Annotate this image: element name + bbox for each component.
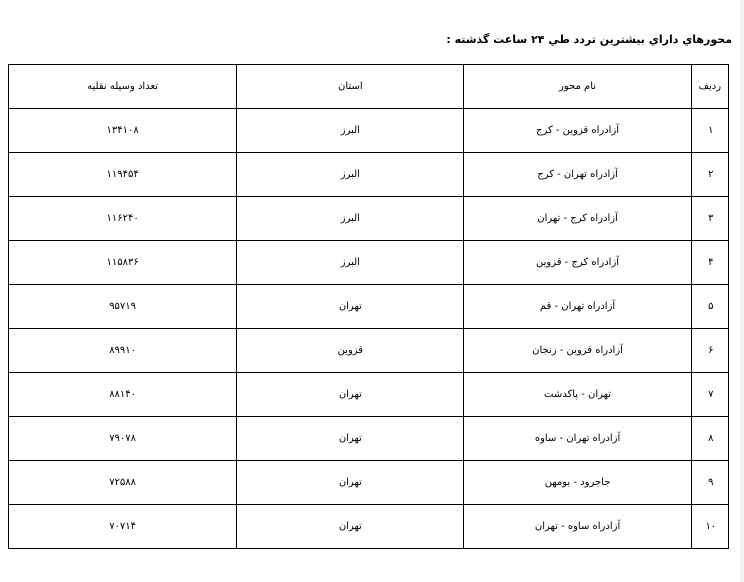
row-number: ۵ <box>691 285 728 329</box>
row-number: ۱ <box>691 109 728 153</box>
province: تهران <box>237 505 464 549</box>
road-name: آزادراه قزوين - كرج <box>464 109 691 153</box>
table-body <box>9 109 729 549</box>
header-vehicle-count: تعداد وسيله نقليه <box>9 65 237 109</box>
vehicle-count: ۹۵۷۱۹ <box>9 285 237 329</box>
vehicle-count: ۷۲۵۸۸ <box>9 461 237 505</box>
province: البرز <box>237 153 464 197</box>
vehicle-count: ۱۱۶۲۴۰ <box>9 197 237 241</box>
page-edge <box>740 0 744 582</box>
table-row <box>9 197 729 241</box>
road-name: جاجرود - بومهن <box>464 461 691 505</box>
table-row <box>9 153 729 197</box>
row-number: ۳ <box>691 197 728 241</box>
province: البرز <box>237 241 464 285</box>
table-row <box>9 505 729 549</box>
road-name: آزادراه كرج - تهران <box>464 197 691 241</box>
header-row-number: رديف <box>691 65 728 109</box>
province: تهران <box>237 285 464 329</box>
road-name: آزادراه تهران - كرج <box>464 153 691 197</box>
vehicle-count: ۷۹۰۷۸ <box>9 417 237 461</box>
table-row <box>9 461 729 505</box>
vehicle-count: ۸۹۹۱۰ <box>9 329 237 373</box>
table-row <box>9 373 729 417</box>
table-header-row <box>9 65 729 109</box>
row-number: ۴ <box>691 241 728 285</box>
table-row <box>9 329 729 373</box>
row-number: ۸ <box>691 417 728 461</box>
province: قزوين <box>237 329 464 373</box>
road-name: آزادراه قزوين - زنجان <box>464 329 691 373</box>
road-name: آزادراه تهران - ساوه <box>464 417 691 461</box>
table-row <box>9 285 729 329</box>
row-number: ۲ <box>691 153 728 197</box>
vehicle-count: ۷۰۷۱۴ <box>9 505 237 549</box>
table-row <box>9 109 729 153</box>
vehicle-count: ۸۸۱۴۰ <box>9 373 237 417</box>
road-name: آزادراه تهران - قم <box>464 285 691 329</box>
province: تهران <box>237 417 464 461</box>
province: البرز <box>237 197 464 241</box>
province: تهران <box>237 461 464 505</box>
province: البرز <box>237 109 464 153</box>
header-road-name: نام محور <box>464 65 691 109</box>
vehicle-count: ۱۳۴۱۰۸ <box>9 109 237 153</box>
vehicle-count: ۱۱۹۴۵۴ <box>9 153 237 197</box>
province: تهران <box>237 373 464 417</box>
traffic-table <box>8 64 729 549</box>
table-row <box>9 417 729 461</box>
row-number: ۷ <box>691 373 728 417</box>
road-name: آزادراه ساوه - تهران <box>464 505 691 549</box>
row-number: ۹ <box>691 461 728 505</box>
page-title: محورهاي داراي بيشترين تردد طي ۲۴ ساعت گذشته : <box>446 33 732 46</box>
table-row <box>9 241 729 285</box>
road-name: آزادراه كرج - قزوين <box>464 241 691 285</box>
vehicle-count: ۱۱۵۸۳۶ <box>9 241 237 285</box>
road-name: تهران - پاكدشت <box>464 373 691 417</box>
row-number: ۶ <box>691 329 728 373</box>
row-number: ۱۰ <box>691 505 728 549</box>
header-province: استان <box>237 65 464 109</box>
